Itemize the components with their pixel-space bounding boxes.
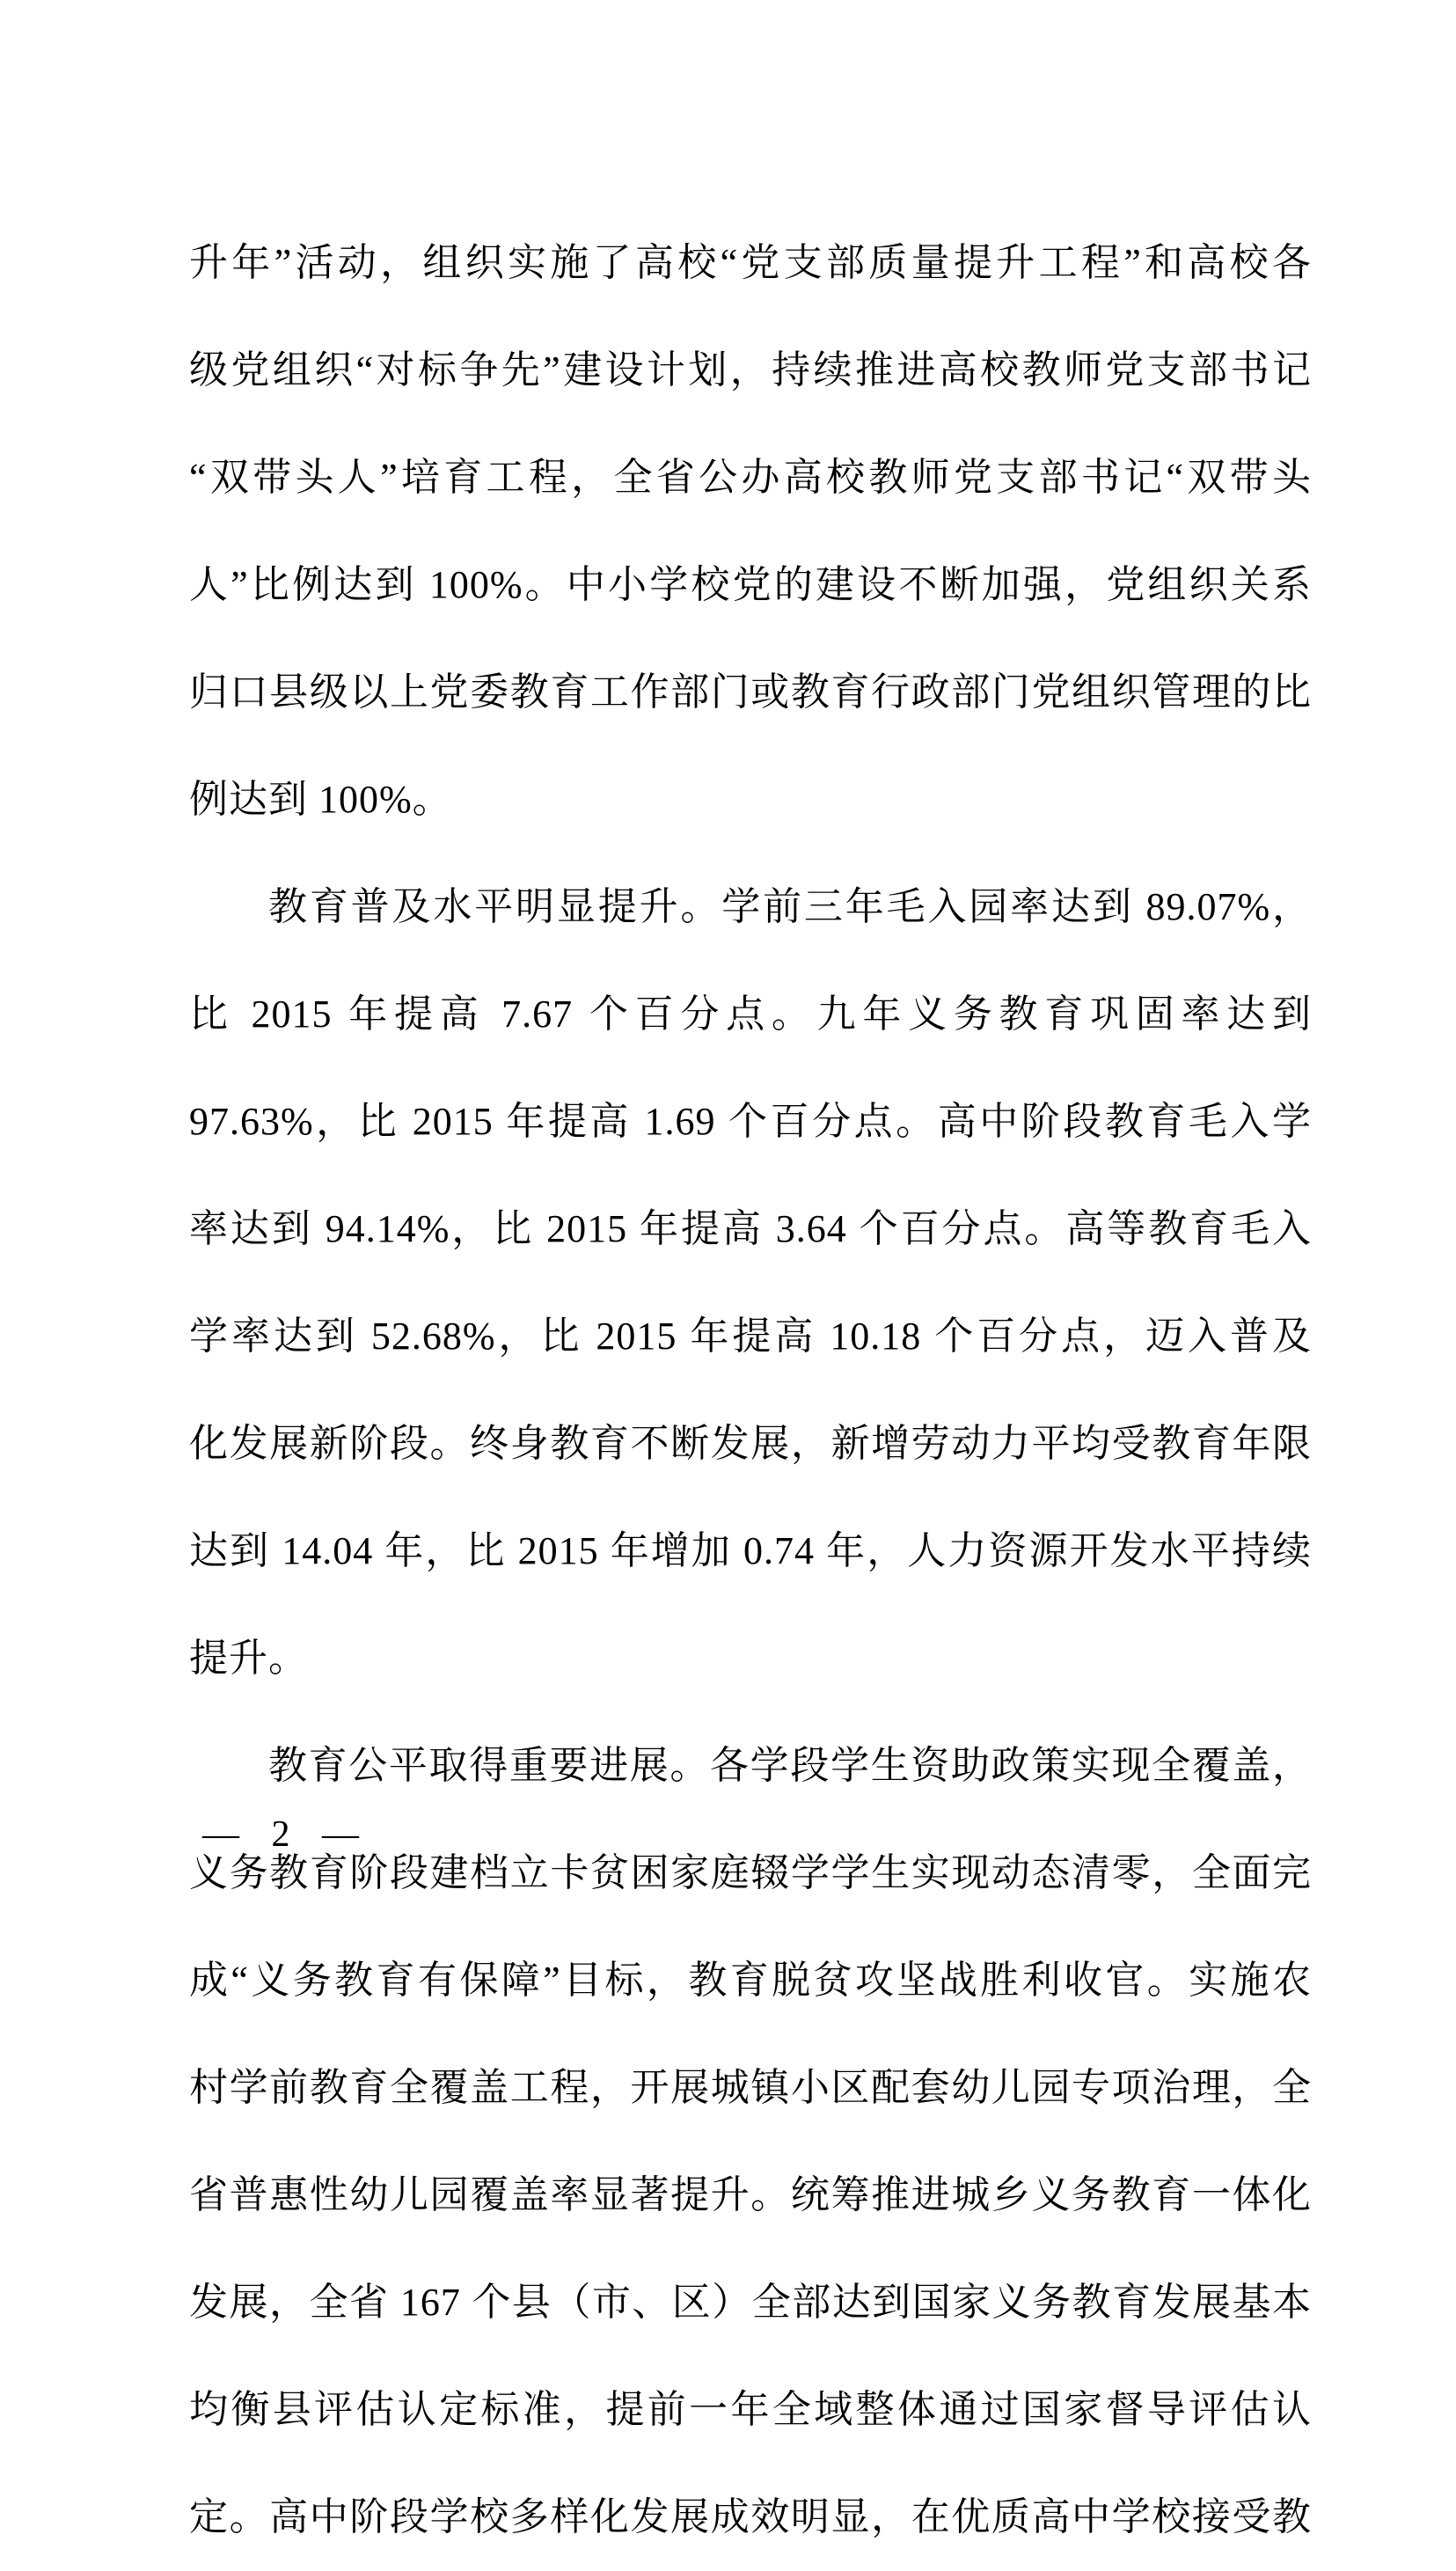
- body-text-block: [189, 209, 1312, 2571]
- text-line: 比 2015 年提高 7.67 个百分点。九年义务教育巩固率达到: [189, 993, 1312, 1036]
- text-line: 人”比例达到 100%。中小学校党的建设不断加强，党组织关系: [189, 563, 1312, 606]
- text-line: 发展，全省 167 个县（市、区）全部达到国家义务教育发展基本: [189, 2281, 1312, 2324]
- text-line: 教育公平取得重要进展。各学段学生资助政策实现全覆盖，: [268, 1744, 1312, 1787]
- text-line: 归口县级以上党委教育工作部门或教育行政部门党组织管理的比: [189, 670, 1312, 714]
- text-line: 达到 14.04 年，比 2015 年增加 0.74 年，人力资源开发水平持续: [189, 1529, 1312, 1572]
- text-line: 学率达到 52.68%，比 2015 年提高 10.18 个百分点，迈入普及: [189, 1315, 1312, 1358]
- text-line: “双带头人”培育工程，全省公办高校教师党支部书记“双带头: [189, 456, 1312, 499]
- text-line: 提升。: [189, 1637, 308, 1680]
- text-line: 村学前教育全覆盖工程，开展城镇小区配套幼儿园专项治理，全: [189, 2066, 1312, 2109]
- text-line: 化发展新阶段。终身教育不断发展，新增劳动力平均受教育年限: [189, 1422, 1312, 1465]
- text-line: 义务教育阶段建档立卡贫困家庭辍学学生实现动态清零，全面完: [189, 1851, 1312, 1894]
- text-line: 教育普及水平明显提升。学前三年毛入园率达到 89.07%，: [268, 885, 1312, 928]
- text-line: 定。高中阶段学校多样化发展成效明显，在优质高中学校接受教: [189, 2495, 1312, 2538]
- page-number: — 2 —: [202, 1814, 361, 1855]
- text-line: 例达到 100%。: [189, 778, 452, 821]
- text-line: 均衡县评估认定标准，提前一年全域整体通过国家督导评估认: [189, 2388, 1312, 2431]
- text-line: 升年”活动，组织实施了高校“党支部质量提升工程”和高校各: [189, 241, 1312, 284]
- text-line: 级党组织“对标争先”建设计划，持续推进高校教师党支部书记: [189, 348, 1312, 392]
- text-line: 成“义务教育有保障”目标，教育脱贫攻坚战胜利收官。实施农: [189, 1959, 1312, 2002]
- text-line: 97.63%，比 2015 年提高 1.69 个百分点。高中阶段教育毛入学: [189, 1100, 1312, 1143]
- text-line: 省普惠性幼儿园覆盖率显著提升。统筹推进城乡义务教育一体化: [189, 2173, 1312, 2216]
- text-line: 率达到 94.14%，比 2015 年提高 3.64 个百分点。高等教育毛入: [189, 1207, 1312, 1250]
